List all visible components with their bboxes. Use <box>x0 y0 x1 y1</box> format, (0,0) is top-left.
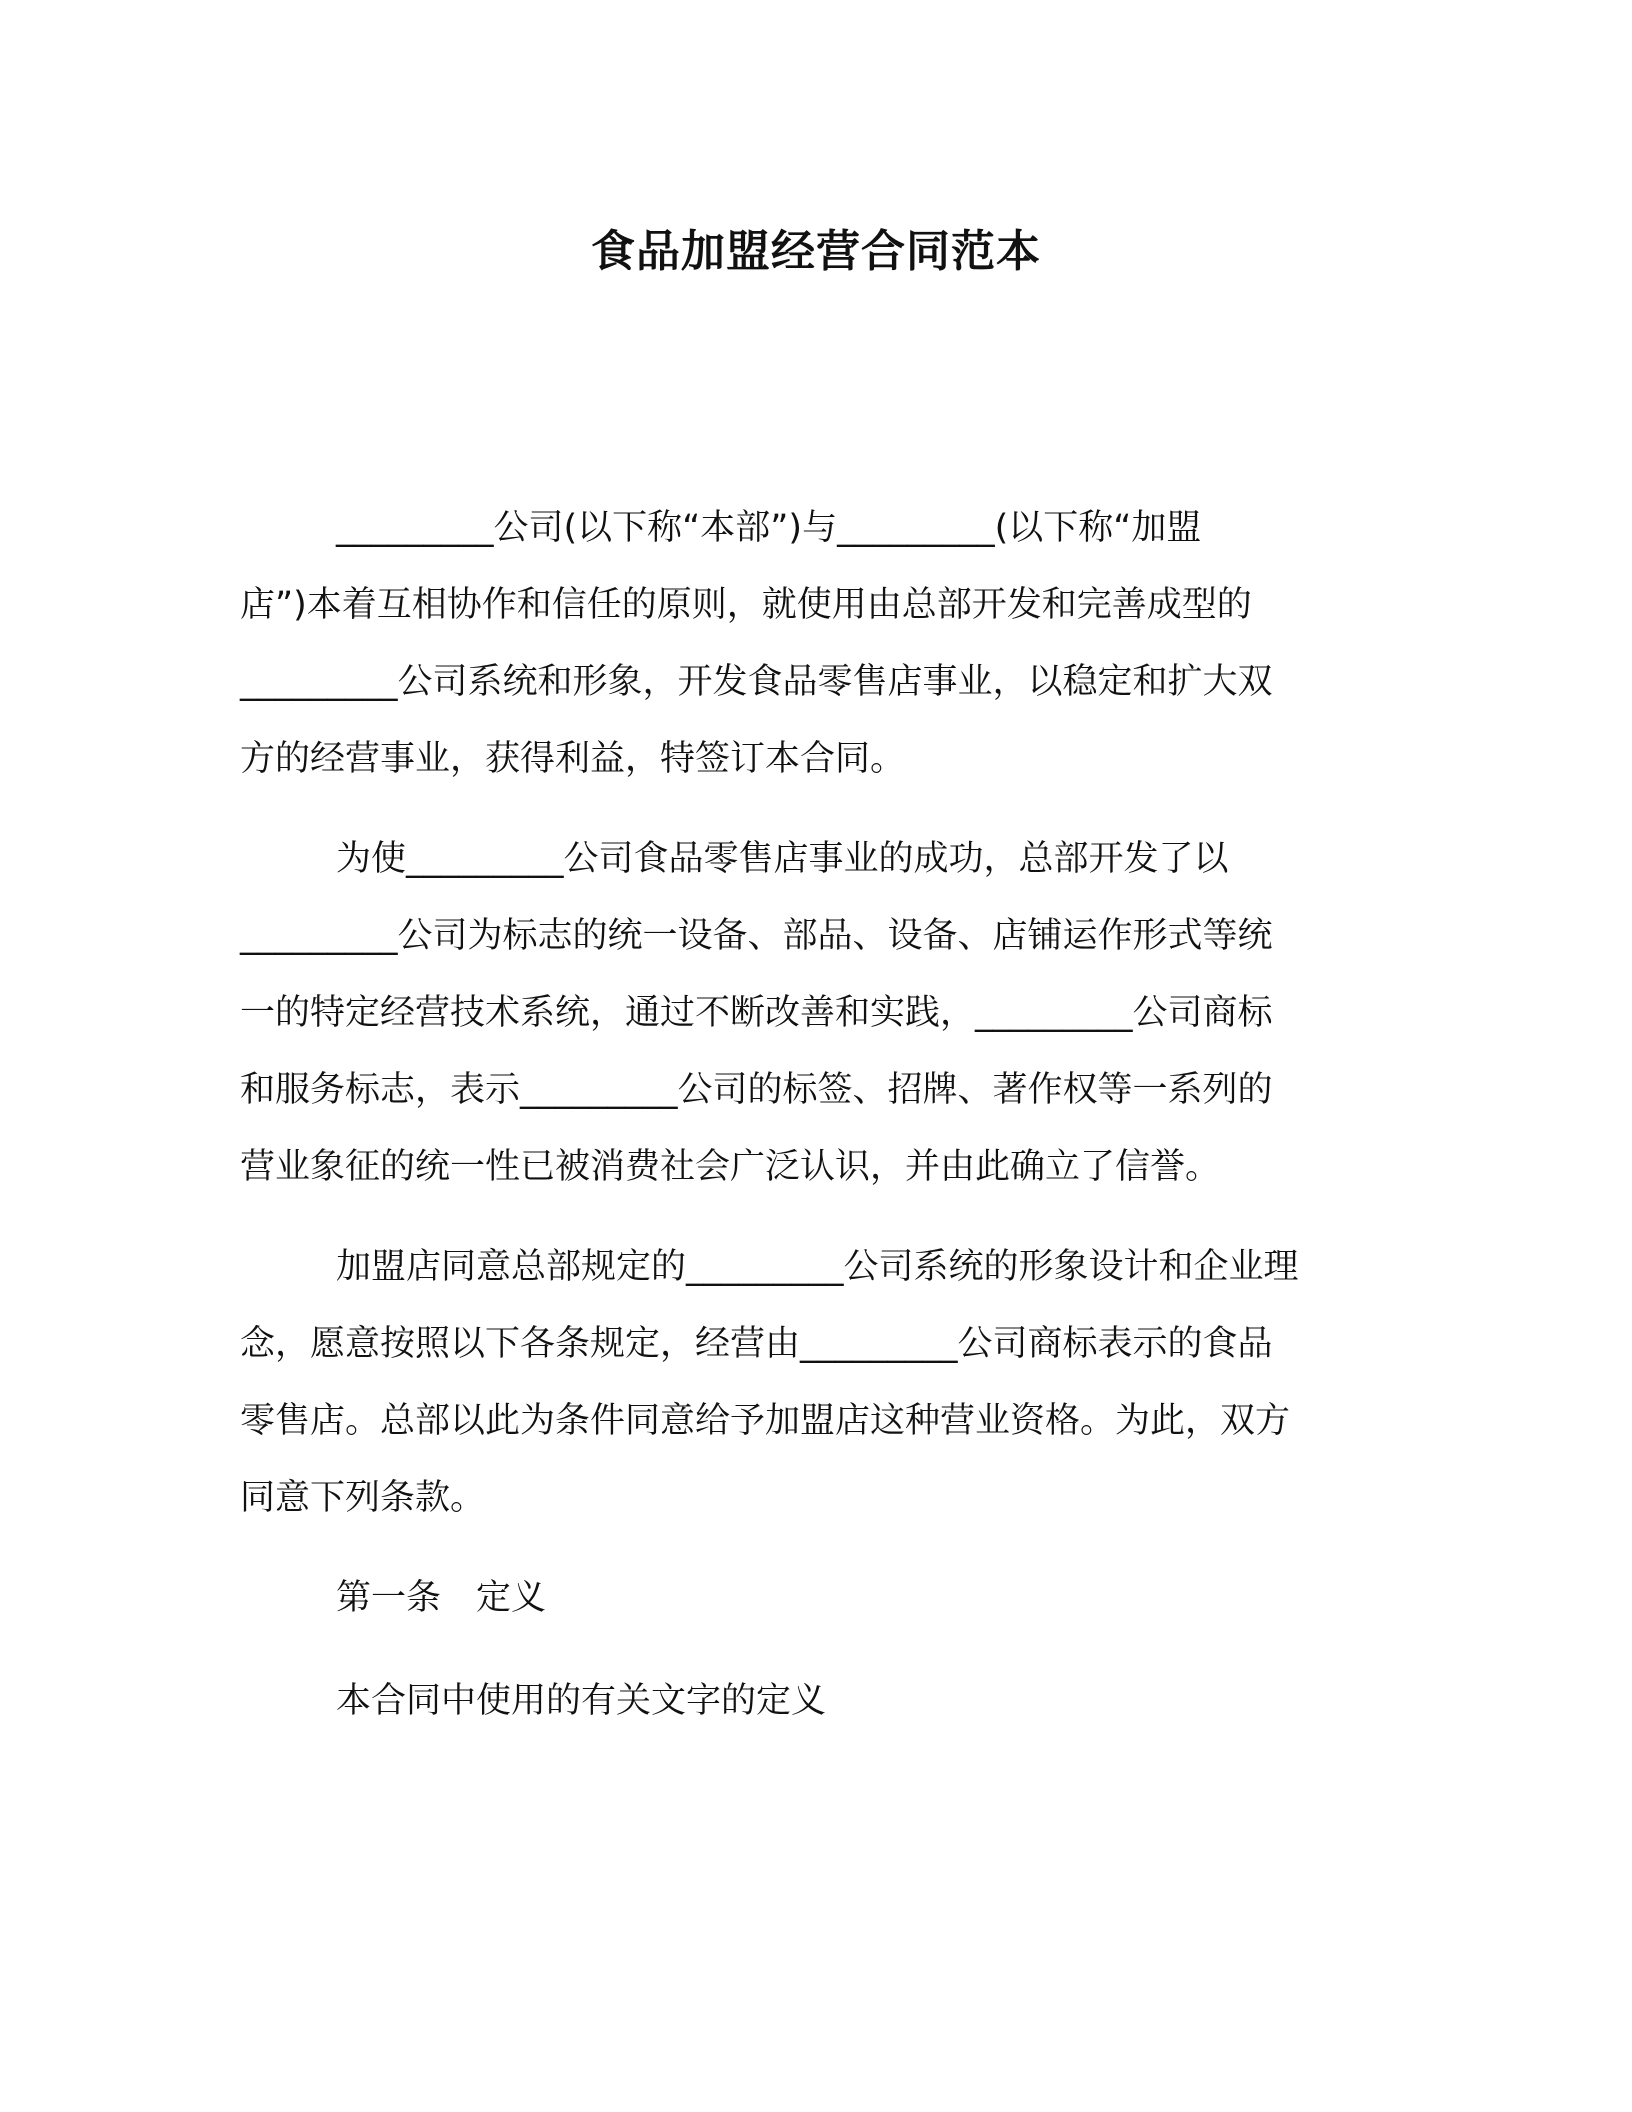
document-title: 食品加盟经营合同范本 <box>591 226 1041 277</box>
paragraph-line: 为使_________公司食品零售店事业的成功，总部开发了以 <box>336 839 1229 879</box>
paragraph-line: 一的特定经营技术系统，通过不断改善和实践，_________公司商标 <box>240 993 1273 1033</box>
paragraph-line: _________公司系统和形象，开发食品零售店事业，以稳定和扩大双 <box>240 662 1273 702</box>
paragraph-background <box>240 821 1390 1206</box>
paragraph-line: 店”)本着互相协作和信任的原则，就使用由总部开发和完善成型的 <box>240 585 1252 625</box>
paragraph-agreement <box>240 1229 1390 1537</box>
paragraph-line: 加盟店同意总部规定的_________公司系统的形象设计和企业理 <box>336 1247 1299 1287</box>
paragraph-line: _________公司(以下称“本部”)与_________(以下称“加盟 <box>336 508 1202 548</box>
paragraph-definitions <box>240 1663 1390 1740</box>
paragraph-line: _________公司为标志的统一设备、部品、设备、店铺运作形式等统 <box>240 916 1273 956</box>
document-body <box>240 490 1390 1740</box>
paragraph-line: 营业象征的统一性已被消费社会广泛认识，并由此确立了信誉。 <box>240 1147 1221 1187</box>
paragraph-line: 和服务标志，表示_________公司的标签、招牌、著作权等一系列的 <box>240 1070 1273 1110</box>
paragraph-line: 方的经营事业，获得利益，特签订本合同。 <box>240 739 906 779</box>
paragraph-line: 零售店。总部以此为条件同意给予加盟店这种营业资格。为此，双方 <box>240 1401 1291 1441</box>
article-heading <box>240 1560 1390 1637</box>
paragraph-line: 本合同中使用的有关文字的定义 <box>336 1681 827 1721</box>
article-title: 第一条 定义 <box>336 1578 547 1618</box>
paragraph-line: 念，愿意按照以下各条规定，经营由_________公司商标表示的食品 <box>240 1324 1273 1364</box>
paragraph-line: 同意下列条款。 <box>240 1478 486 1518</box>
paragraph-intro <box>240 490 1390 798</box>
